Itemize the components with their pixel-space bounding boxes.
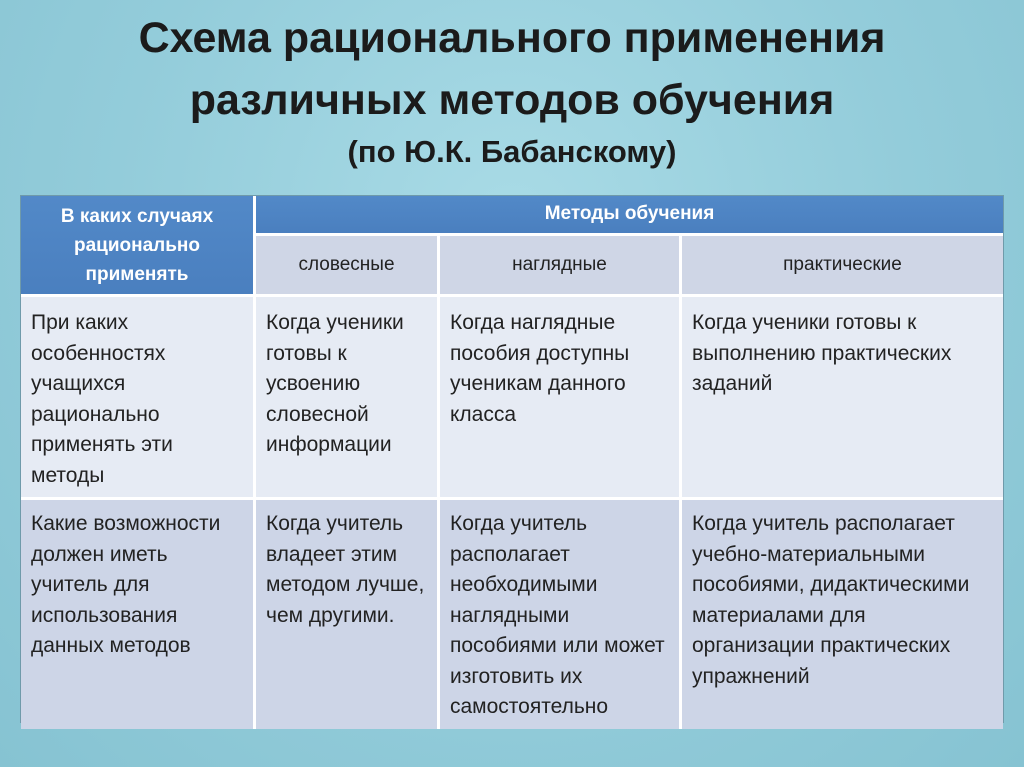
column-header-verbal: словесные: [256, 236, 440, 297]
cell-teacher-practical: Когда учитель располагает учебно-материальными пособиями, дидактическими материалами для организации практических упражнений: [682, 500, 1003, 729]
cell-students-visual: Когда наглядные пособия доступны ученикам данного класса: [440, 297, 682, 500]
cell-students-verbal: Когда ученики готовы к усвоению словесной информации: [256, 297, 440, 500]
corner-header: В каких случаях рационально применять: [21, 196, 256, 297]
slide-subtitle-author: (по Ю.К. Бабанскому): [347, 134, 677, 169]
table-row-teacher: [21, 500, 1003, 729]
column-header-practical: практические: [682, 236, 1003, 297]
slide-title-line-2: различных методов обучения: [189, 76, 835, 124]
cell-teacher-verbal: Когда учитель владеет этим методом лучше, чем другими.: [256, 500, 440, 729]
cell-students-practical: Когда ученики готовы к выполнению практических заданий: [682, 297, 1003, 500]
teaching-methods-table: [21, 196, 1003, 729]
row-label-teacher: Какие возможности должен иметь учитель для использования данных методов: [21, 500, 256, 729]
column-header-visual: наглядные: [440, 236, 682, 297]
methods-header: Методы обучения: [256, 196, 1003, 236]
cell-teacher-visual: Когда учитель располагает необходимыми наглядными пособиями или может изготовить их самостоятельно: [440, 500, 682, 729]
row-label-students: При каких особенностях учащихся рационально применять эти методы: [21, 297, 256, 500]
table-row-students: [21, 297, 1003, 500]
slide-title-line-1: Схема рационального применения: [138, 14, 886, 62]
